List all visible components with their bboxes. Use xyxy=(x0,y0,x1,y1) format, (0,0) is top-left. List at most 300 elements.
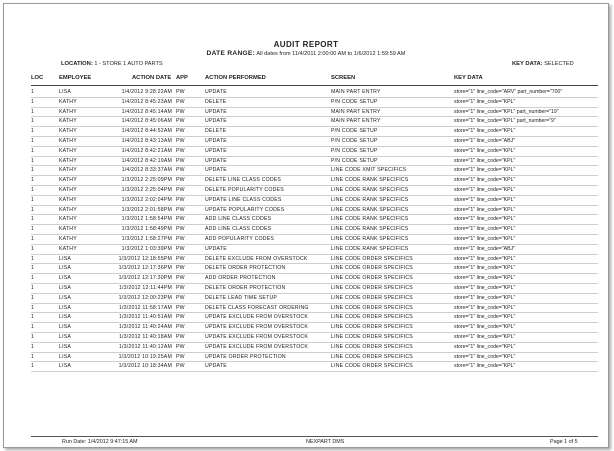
cell-employee: LISA xyxy=(59,284,72,291)
location-value: 1 - STORE 1 AUTO PARTS xyxy=(94,61,163,67)
cell-loc: 1 xyxy=(31,98,35,105)
cell-employee: KATHY xyxy=(59,206,77,213)
col-loc: LOC xyxy=(31,75,44,81)
cell-date: 1/3/2012 xyxy=(118,275,141,282)
col-app: APP xyxy=(176,75,188,81)
cell-action-performed: DELETE ORDER PROTECTION xyxy=(205,265,286,272)
table-row xyxy=(4,215,608,225)
cell-time: 8:44:52AM xyxy=(145,128,172,135)
cell-action-date xyxy=(106,167,172,173)
cell-screen: LINE CODE RANK SPECIFICS xyxy=(331,196,409,203)
cell-app: PW xyxy=(176,333,185,340)
cell-time: 8:43:13AM xyxy=(145,137,172,144)
cell-key-data: store="1" line_code="KPL" xyxy=(454,196,516,203)
cell-app: PW xyxy=(176,304,185,311)
cell-screen: LINE CODE ORDER SPECIFICS xyxy=(331,314,413,321)
cell-employee: KATHY xyxy=(59,108,77,115)
table-row xyxy=(4,108,608,118)
table-row xyxy=(4,88,608,98)
cell-screen: LINE CODE ORDER SPECIFICS xyxy=(331,363,413,370)
cell-employee: LISA xyxy=(59,363,72,370)
footer-product: NEXPART DMS xyxy=(306,439,345,445)
key-data-filter xyxy=(512,61,574,67)
cell-loc: 1 xyxy=(31,167,35,174)
table-row xyxy=(4,333,608,343)
cell-action-date xyxy=(106,246,172,252)
cell-screen: P/N CODE SETUP xyxy=(331,147,378,154)
cell-screen: LINE CODE ORDER SPECIFICS xyxy=(331,255,413,262)
cell-date: 1/3/2012 xyxy=(118,353,141,360)
cell-action-performed: DELETE xyxy=(205,98,227,105)
cell-action-performed: ADD LINE CLASS CODES xyxy=(205,216,272,223)
cell-screen: LINE CODE RANK SPECIFICS xyxy=(331,186,409,193)
cell-screen: LINE CODE RANK SPECIFICS xyxy=(331,235,409,242)
cell-employee: LISA xyxy=(59,343,72,350)
cell-action-date xyxy=(106,128,172,134)
cell-date: 1/4/2012 xyxy=(121,137,144,144)
cell-loc: 1 xyxy=(31,177,35,184)
cell-action-performed: UPDATE xyxy=(205,108,227,115)
cell-key-data: store="1" line_code="KPL" xyxy=(454,235,516,242)
cell-action-date xyxy=(106,265,172,271)
cell-screen: LINE CODE ORDER SPECIFICS xyxy=(331,304,413,311)
cell-action-date xyxy=(106,334,172,340)
location xyxy=(61,61,163,67)
cell-key-data: store="1" line_code="KPL" xyxy=(454,157,516,164)
cell-loc: 1 xyxy=(31,294,35,301)
cell-date: 1/3/2012 xyxy=(118,265,141,272)
cell-loc: 1 xyxy=(31,206,35,213)
cell-action-date xyxy=(106,295,172,301)
cell-app: PW xyxy=(176,89,185,95)
cell-loc: 1 xyxy=(31,245,35,252)
cell-action-performed: UPDATE xyxy=(205,137,227,144)
cell-action-performed: DELETE EXCLUDE FROM OVERSTOCK xyxy=(205,255,308,262)
cell-key-data: store="1" line_code="KPL" xyxy=(454,333,516,340)
cell-action-date xyxy=(106,354,172,360)
cell-app: PW xyxy=(176,177,185,184)
cell-date: 1/3/2012 xyxy=(121,216,144,223)
cell-screen: LINE CODE RANK SPECIFICS xyxy=(331,177,409,184)
cell-action-date xyxy=(106,305,172,311)
cell-date: 1/3/2012 xyxy=(121,226,144,233)
cell-key-data: store="1" line_code="KPL" xyxy=(454,98,516,105)
cell-action-performed: DELETE LINE CLASS CODES xyxy=(205,177,282,184)
table-row xyxy=(4,274,608,284)
cell-date: 1/3/2012 xyxy=(118,294,141,301)
cell-employee: KATHY xyxy=(59,177,77,184)
cell-time: 2:01:58PM xyxy=(145,206,172,213)
cell-action-performed: DELETE LEAD TIME SETUP xyxy=(205,294,278,301)
col-action-date: ACTION DATE xyxy=(132,75,172,81)
cell-action-performed: UPDATE LINE CLASS CODES xyxy=(205,196,282,203)
cell-screen: P/N CODE SETUP xyxy=(331,98,378,105)
table-row xyxy=(4,137,608,147)
table-row xyxy=(4,362,608,372)
cell-loc: 1 xyxy=(31,186,35,193)
cell-key-data: store="1" line_code="KPL" xyxy=(454,167,516,174)
cell-loc: 1 xyxy=(31,353,35,360)
cell-app: PW xyxy=(176,157,185,164)
cell-key-data: store="1" line_code="KPL" xyxy=(454,275,516,282)
cell-action-date xyxy=(106,99,172,105)
cell-action-performed: UPDATE EXCLUDE FROM OVERSTOCK xyxy=(205,324,309,331)
cell-date: 1/3/2012 xyxy=(118,343,141,350)
cell-action-performed: ADD POPULARITY CODES xyxy=(205,235,275,242)
cell-date: 1/4/2012 xyxy=(121,108,144,115)
cell-loc: 1 xyxy=(31,255,35,262)
header-divider xyxy=(31,85,598,86)
cell-time: 12:18:55PM xyxy=(142,255,172,262)
col-employee: EMPLOYEE xyxy=(59,75,92,81)
key-data-value: SELECTED xyxy=(544,61,574,67)
cell-loc: 1 xyxy=(31,235,35,242)
cell-action-date xyxy=(106,216,172,222)
cell-app: PW xyxy=(176,353,185,360)
cell-loc: 1 xyxy=(31,118,35,125)
cell-loc: 1 xyxy=(31,226,35,233)
cell-date: 1/4/2012 xyxy=(121,118,144,125)
cell-time: 1:58:54PM xyxy=(145,216,172,223)
cell-time: 11:58:17AM xyxy=(142,304,172,311)
cell-action-date xyxy=(106,158,172,164)
cell-key-data: store="1" line_code="KPL" xyxy=(454,255,516,262)
cell-app: PW xyxy=(176,108,185,115)
cell-app: PW xyxy=(176,128,185,135)
cell-app: PW xyxy=(176,98,185,105)
cell-key-data: store="1" line_code="KPL" xyxy=(454,304,516,311)
cell-action-performed: UPDATE EXCLUDE FROM OVERSTOCK xyxy=(205,314,309,321)
cell-date: 1/3/2012 xyxy=(118,363,141,370)
cell-time: 8:42:19AM xyxy=(145,157,172,164)
cell-action-date xyxy=(106,256,172,262)
cell-key-data: store="1" line_code="KPL" xyxy=(454,284,516,291)
cell-action-performed: UPDATE xyxy=(205,167,227,174)
cell-screen: MAIN PART ENTRY xyxy=(331,108,381,115)
table-row xyxy=(4,255,608,265)
cell-employee: KATHY xyxy=(59,235,77,242)
cell-app: PW xyxy=(176,196,185,203)
cell-action-performed: UPDATE xyxy=(205,245,227,252)
cell-key-data: store="1" line_code="KPL" xyxy=(454,324,516,331)
table-row xyxy=(4,206,608,216)
cell-screen: LINE CODE ORDER SPECIFICS xyxy=(331,353,413,360)
table-row xyxy=(4,353,608,363)
cell-date: 1/3/2012 xyxy=(118,324,141,331)
cell-screen: P/N CODE SETUP xyxy=(331,128,378,135)
cell-date: 1/3/2012 xyxy=(118,314,141,321)
cell-date: 1/3/2012 xyxy=(121,245,144,252)
cell-loc: 1 xyxy=(31,147,35,154)
cell-date: 1/4/2012 xyxy=(121,157,144,164)
date-range-value: All dates from 11/4/2011 2:00:00 AM to 1/6/2012 1:59:59 AM xyxy=(256,51,406,57)
cell-screen: LINE CODE RANK SPECIFICS xyxy=(331,226,409,233)
cell-time: 1:03:39PM xyxy=(145,245,172,252)
table-row xyxy=(4,147,608,157)
cell-action-date xyxy=(106,177,172,183)
table-row xyxy=(4,98,608,108)
cell-loc: 1 xyxy=(31,333,35,340)
table-row xyxy=(4,117,608,127)
cell-key-data: store="1" line_code="ABJ" xyxy=(454,245,516,252)
cell-loc: 1 xyxy=(31,137,35,144)
cell-time: 10:19:25AM xyxy=(142,353,172,360)
cell-action-performed: UPDATE xyxy=(205,118,227,125)
table-row xyxy=(4,294,608,304)
cell-employee: KATHY xyxy=(59,147,77,154)
cell-time: 10:18:34AM xyxy=(142,363,172,370)
cell-action-date xyxy=(106,324,172,330)
cell-action-date xyxy=(106,118,172,124)
cell-date: 1/4/2012 xyxy=(121,89,144,95)
cell-action-date xyxy=(106,89,172,95)
cell-date: 1/3/2012 xyxy=(121,235,144,242)
cell-employee: LISA xyxy=(59,255,72,262)
cell-employee: LISA xyxy=(59,314,72,321)
cell-screen: LINE CODE RANK SPECIFICS xyxy=(331,216,409,223)
cell-time: 11:40:51AM xyxy=(142,314,172,321)
cell-employee: KATHY xyxy=(59,245,77,252)
cell-time: 12:17:30PM xyxy=(142,275,172,282)
cell-date: 1/4/2012 xyxy=(121,167,144,174)
cell-employee: KATHY xyxy=(59,216,77,223)
table-row xyxy=(4,196,608,206)
cell-employee: KATHY xyxy=(59,98,77,105)
cell-app: PW xyxy=(176,245,185,252)
cell-app: PW xyxy=(176,314,185,321)
cell-screen: LINE CODE RANK SPECIFICS xyxy=(331,245,409,252)
table-header xyxy=(4,75,608,84)
cell-action-performed: UPDATE xyxy=(205,363,227,370)
cell-app: PW xyxy=(176,226,185,233)
cell-employee: LISA xyxy=(59,265,72,272)
cell-action-date xyxy=(106,207,172,213)
cell-app: PW xyxy=(176,167,185,174)
cell-loc: 1 xyxy=(31,196,35,203)
cell-app: PW xyxy=(176,137,185,144)
table-row xyxy=(4,313,608,323)
cell-action-date xyxy=(106,148,172,154)
cell-time: 12:00:23PM xyxy=(142,294,172,301)
cell-action-performed: UPDATE ORDER PROTECTION xyxy=(205,353,286,360)
table-row xyxy=(4,166,608,176)
table-body xyxy=(4,88,608,372)
cell-time: 12:17:36PM xyxy=(142,265,172,272)
date-range xyxy=(4,50,608,57)
location-label: LOCATION: xyxy=(61,61,93,67)
cell-action-performed: UPDATE xyxy=(205,147,227,154)
cell-action-performed: UPDATE EXCLUDE FROM OVERSTOCK xyxy=(205,343,309,350)
cell-action-date xyxy=(106,314,172,320)
cell-screen: LINE CODE ORDER SPECIFICS xyxy=(331,324,413,331)
cell-date: 1/3/2012 xyxy=(118,333,141,340)
cell-app: PW xyxy=(176,216,185,223)
cell-loc: 1 xyxy=(31,275,35,282)
cell-employee: LISA xyxy=(59,333,72,340)
cell-key-data: store="1" line_code="KPL" xyxy=(454,147,516,154)
cell-key-data: store="1" line_code="KPL" xyxy=(454,128,516,135)
cell-key-data: store="1" line_code="KPL" xyxy=(454,226,516,233)
cell-action-performed: ADD ORDER PROTECTION xyxy=(205,275,276,282)
cell-action-date xyxy=(106,275,172,281)
cell-time: 8:45:14AM xyxy=(145,108,172,115)
cell-key-data: store="1" line_code="KPL" xyxy=(454,363,516,370)
cell-app: PW xyxy=(176,363,185,370)
cell-time: 2:02:04PM xyxy=(145,196,172,203)
cell-key-data: store="1" line_code="KPL" xyxy=(454,343,516,350)
col-action-performed: ACTION PERFORMED xyxy=(205,75,266,81)
cell-app: PW xyxy=(176,186,185,193)
cell-time: 1:58:27PM xyxy=(145,235,172,242)
table-row xyxy=(4,323,608,333)
cell-screen: MAIN PART ENTRY xyxy=(331,118,381,125)
cell-loc: 1 xyxy=(31,363,35,370)
cell-employee: KATHY xyxy=(59,118,77,125)
cell-key-data: store="1" line_code="KPL" xyxy=(454,314,516,321)
cell-action-date xyxy=(106,363,172,369)
cell-loc: 1 xyxy=(31,216,35,223)
cell-employee: KATHY xyxy=(59,167,77,174)
report-page xyxy=(3,3,609,448)
cell-key-data: store="1" line_code="KPL" xyxy=(454,294,516,301)
cell-time: 8:45:06AM xyxy=(145,118,172,125)
cell-action-performed: DELETE POPULARITY CODES xyxy=(205,186,284,193)
cell-app: PW xyxy=(176,294,185,301)
table-row xyxy=(4,343,608,353)
cell-employee: KATHY xyxy=(59,157,77,164)
cell-app: PW xyxy=(176,118,185,125)
cell-time: 8:33:37AM xyxy=(145,167,172,174)
cell-screen: LINE CODE XMIT SPECIFICS xyxy=(331,167,407,174)
cell-screen: LINE CODE ORDER SPECIFICS xyxy=(331,284,413,291)
cell-date: 1/4/2012 xyxy=(121,147,144,154)
table-row xyxy=(4,127,608,137)
cell-action-performed: DELETE ORDER PROTECTION xyxy=(205,284,286,291)
cell-key-data: store="1" line_code="KPL" xyxy=(454,265,516,272)
cell-time: 12:11:44PM xyxy=(142,284,172,291)
cell-app: PW xyxy=(176,206,185,213)
cell-date: 1/3/2012 xyxy=(118,304,141,311)
cell-time: 11:40:18AM xyxy=(142,333,172,340)
cell-loc: 1 xyxy=(31,89,35,95)
cell-action-date xyxy=(106,187,172,193)
cell-action-date xyxy=(106,236,172,242)
cell-key-data: store="1" line_code="KPL" xyxy=(454,186,516,193)
cell-action-date xyxy=(106,197,172,203)
cell-time: 1:58:49PM xyxy=(145,226,172,233)
cell-action-performed: ADD LINE CLASS CODES xyxy=(205,226,272,233)
cell-time: 11:40:12AM xyxy=(142,343,172,350)
cell-screen: P/N CODE SETUP xyxy=(331,137,378,144)
cell-employee: KATHY xyxy=(59,137,77,144)
cell-key-data: store="1" line_code="ARV" part_number="700" xyxy=(454,89,563,95)
cell-loc: 1 xyxy=(31,343,35,350)
cell-date: 1/3/2012 xyxy=(118,284,141,291)
cell-key-data: store="1" line_code="ABJ" xyxy=(454,137,516,144)
cell-date: 1/3/2012 xyxy=(121,206,144,213)
table-row xyxy=(4,284,608,294)
cell-action-performed: DELETE xyxy=(205,128,227,135)
cell-action-performed: UPDATE xyxy=(205,157,227,164)
cell-time: 8:45:23AM xyxy=(145,98,172,105)
table-row xyxy=(4,235,608,245)
cell-key-data: store="1" line_code="KPL" xyxy=(454,216,516,223)
key-data-label: KEY DATA: xyxy=(512,61,543,67)
cell-action-date xyxy=(106,285,172,291)
cell-action-performed: UPDATE EXCLUDE FROM OVERSTOCK xyxy=(205,333,309,340)
cell-time: 2:25:09PM xyxy=(145,177,172,184)
footer-page-number: Page 1 of 5 xyxy=(550,439,578,445)
cell-action-date xyxy=(106,109,172,115)
cell-employee: KATHY xyxy=(59,196,77,203)
date-range-label: DATE RANGE: xyxy=(206,50,256,57)
report-title: AUDIT REPORT xyxy=(273,40,339,49)
cell-key-data: store="1" line_code="KPL" xyxy=(454,177,516,184)
cell-time: 2:25:04PM xyxy=(145,186,172,193)
footer-run-date: Run Date: 1/4/2012 9:47:15 AM xyxy=(62,439,138,445)
cell-loc: 1 xyxy=(31,128,35,135)
cell-employee: KATHY xyxy=(59,186,77,193)
cell-app: PW xyxy=(176,147,185,154)
cell-key-data: store="1" line_code="KPL" part_number="9" xyxy=(454,118,556,125)
cell-time: 8:42:21AM xyxy=(145,147,172,154)
table-row xyxy=(4,157,608,167)
cell-date: 1/3/2012 xyxy=(121,196,144,203)
cell-screen: LINE CODE ORDER SPECIFICS xyxy=(331,294,413,301)
cell-date: 1/4/2012 xyxy=(121,128,144,135)
cell-employee: LISA xyxy=(59,294,72,301)
cell-loc: 1 xyxy=(31,108,35,115)
cell-screen: LINE CODE ORDER SPECIFICS xyxy=(331,333,413,340)
cell-app: PW xyxy=(176,275,185,282)
col-screen: SCREEN xyxy=(331,75,356,81)
cell-action-performed: UPDATE xyxy=(205,89,227,95)
cell-screen: LINE CODE ORDER SPECIFICS xyxy=(331,343,413,350)
table-row xyxy=(4,304,608,314)
col-key-data: KEY DATA xyxy=(454,75,483,81)
cell-loc: 1 xyxy=(31,324,35,331)
cell-screen: LINE CODE ORDER SPECIFICS xyxy=(331,275,413,282)
cell-app: PW xyxy=(176,235,185,242)
cell-time: 11:40:24AM xyxy=(142,324,172,331)
cell-action-date xyxy=(106,138,172,144)
footer-divider xyxy=(31,436,598,437)
cell-action-performed: UPDATE POPULARITY CODES xyxy=(205,206,285,213)
cell-action-date xyxy=(106,226,172,232)
table-row xyxy=(4,264,608,274)
cell-app: PW xyxy=(176,324,185,331)
cell-app: PW xyxy=(176,343,185,350)
cell-employee: KATHY xyxy=(59,128,77,135)
cell-loc: 1 xyxy=(31,157,35,164)
cell-employee: LISA xyxy=(59,324,72,331)
cell-date: 1/3/2012 xyxy=(118,255,141,262)
cell-loc: 1 xyxy=(31,284,35,291)
cell-key-data: store="1" line_code="KPL" part_number="19" xyxy=(454,108,559,115)
cell-loc: 1 xyxy=(31,304,35,311)
table-row xyxy=(4,176,608,186)
cell-time: 9:28:22AM xyxy=(145,89,172,95)
cell-employee: LISA xyxy=(59,353,72,360)
cell-key-data: store="1" line_code="KPL" xyxy=(454,206,516,213)
cell-employee: LISA xyxy=(59,304,72,311)
cell-date: 1/3/2012 xyxy=(121,177,144,184)
table-row xyxy=(4,225,608,235)
cell-action-date xyxy=(106,344,172,350)
cell-loc: 1 xyxy=(31,265,35,272)
cell-action-performed: DELETE CLASS FORECAST ORDERING xyxy=(205,304,309,311)
cell-app: PW xyxy=(176,255,185,262)
